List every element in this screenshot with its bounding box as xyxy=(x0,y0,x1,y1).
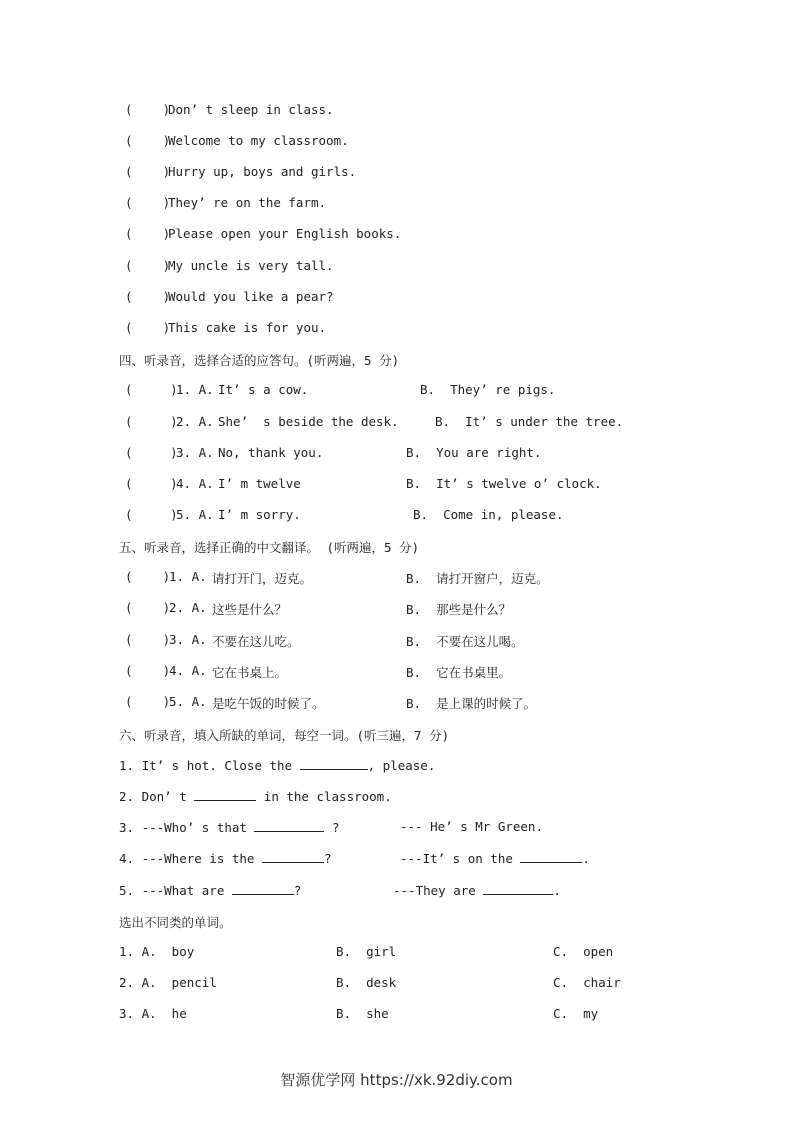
question-number: 1. A. xyxy=(169,569,207,584)
sentence-text: This cake is for you. xyxy=(168,320,327,335)
fill-in-prefix: 4. ---Where is the xyxy=(119,851,255,866)
answer-blank[interactable] xyxy=(262,850,324,863)
question-number: 4. A. xyxy=(169,663,207,678)
fill-in-item xyxy=(119,788,392,804)
answer-paren: ( ) xyxy=(125,289,171,304)
option-b: B. 不要在这儿喝。 xyxy=(406,634,524,649)
option-a: 请打开门，迈克。 xyxy=(212,571,313,586)
answer-paren: ( ) xyxy=(125,569,171,584)
fill-in-suffix: in the classroom. xyxy=(256,789,392,804)
option-b: B. It’ s twelve o’ clock. xyxy=(406,476,602,491)
fill-in-prefix: 1. It’ s hot. Close the xyxy=(119,758,293,773)
question-number: 1. A. xyxy=(176,382,214,397)
option-a: 是吃午饭的时候了。 xyxy=(212,696,325,711)
option-a: No, thank you. xyxy=(218,445,324,460)
option-b: B. They’ re pigs. xyxy=(420,382,556,397)
sentence-text: Hurry up, boys and girls. xyxy=(168,164,357,179)
section-5-heading: 五、听录音，选择正确的中文翻译。 (听两遍，5 分) xyxy=(119,540,420,555)
fill-in-reply-prefix: ---It’ s on the xyxy=(400,851,513,866)
option-a: 它在书桌上。 xyxy=(212,665,288,680)
answer-paren: ( ) xyxy=(125,445,178,460)
question-number: 3. A. xyxy=(169,632,207,647)
fill-in-reply-suffix: . xyxy=(582,851,590,866)
question-number: 2. A. xyxy=(176,414,214,429)
question-number: 5. A. xyxy=(169,694,207,709)
answer-paren: ( ) xyxy=(125,414,178,429)
choice-a: 3. A. he xyxy=(119,1006,187,1021)
question-number: 5. A. xyxy=(176,507,214,522)
answer-paren: ( ) xyxy=(125,663,171,678)
answer-paren: ( ) xyxy=(125,507,178,522)
sentence-text: Would you like a pear? xyxy=(168,289,334,304)
fill-in-item xyxy=(119,819,340,835)
fill-in-reply xyxy=(393,882,561,898)
option-b: B. 请打开窗户，迈克。 xyxy=(406,571,549,586)
fill-in-suffix: , please. xyxy=(367,758,436,773)
answer-paren: ( ) xyxy=(125,600,171,615)
choice-c: C. my xyxy=(553,1006,599,1021)
answer-blank[interactable] xyxy=(232,882,294,895)
answer-blank[interactable] xyxy=(194,788,256,801)
answer-paren: ( ) xyxy=(125,320,171,335)
odd-one-out-heading: 选出不同类的单词。 xyxy=(119,915,232,930)
fill-in-item xyxy=(119,850,332,866)
answer-paren: ( ) xyxy=(125,133,171,148)
answer-paren: ( ) xyxy=(125,382,178,397)
answer-blank[interactable] xyxy=(483,882,553,895)
answer-paren: ( ) xyxy=(125,258,171,273)
choice-b: B. desk xyxy=(336,975,397,990)
sentence-text: Please open your English books. xyxy=(168,226,402,241)
section-4-heading: 四、听录音，选择合适的应答句。(听两遍，5 分) xyxy=(119,353,400,368)
answer-paren: ( ) xyxy=(125,102,171,117)
fill-in-item xyxy=(119,757,435,773)
answer-paren: ( ) xyxy=(125,226,171,241)
sentence-text: They’ re on the farm. xyxy=(168,195,327,210)
fill-in-prefix: 5. ---What are xyxy=(119,883,225,898)
option-b: B. 那些是什么？ xyxy=(406,602,512,617)
choice-c: C. chair xyxy=(553,975,621,990)
fill-in-suffix: ? xyxy=(324,851,332,866)
choice-a: 2. A. pencil xyxy=(119,975,217,990)
watermark-footer: 智源优学网 https://xk.92diy.com xyxy=(280,1071,513,1089)
option-a: 不要在这儿吃。 xyxy=(212,634,300,649)
fill-in-suffix: ? xyxy=(324,820,340,835)
sentence-text: Don’ t sleep in class. xyxy=(168,102,334,117)
section-6-heading: 六、听录音，填入所缺的单词，每空一词。(听三遍，7 分) xyxy=(119,728,450,743)
option-b: B. Come in, please. xyxy=(413,507,564,522)
answer-blank[interactable] xyxy=(300,757,368,770)
answer-paren: ( ) xyxy=(125,476,178,491)
option-a: She’ s beside the desk. xyxy=(218,414,399,429)
fill-in-suffix: ? xyxy=(293,883,302,898)
answer-paren: ( ) xyxy=(125,632,171,647)
fill-in-reply-prefix: ---They are xyxy=(393,883,476,898)
fill-in-item xyxy=(119,882,301,898)
question-number: 4. A. xyxy=(176,476,214,491)
answer-blank[interactable] xyxy=(254,819,324,832)
option-a: I’ m sorry. xyxy=(218,507,301,522)
option-b: B. It’ s under the tree. xyxy=(435,414,624,429)
option-b: B. 是上课的时候了。 xyxy=(406,696,537,711)
option-b: B. 它在书桌里。 xyxy=(406,665,512,680)
question-number: 2. A. xyxy=(169,600,207,615)
question-number: 3. A. xyxy=(176,445,214,460)
answer-paren: ( ) xyxy=(125,164,171,179)
option-a: It’ s a cow. xyxy=(218,382,309,397)
fill-in-prefix: 2. Don’ t xyxy=(119,789,187,804)
fill-in-prefix: 3. ---Who’ s that xyxy=(119,820,247,835)
fill-in-reply-suffix: . xyxy=(553,883,561,898)
choice-a: 1. A. boy xyxy=(119,944,195,959)
answer-paren: ( ) xyxy=(125,195,171,210)
fill-in-reply xyxy=(400,850,590,866)
choice-c: C. open xyxy=(553,944,614,959)
option-a: 这些是什么？ xyxy=(212,602,288,617)
choice-b: B. girl xyxy=(336,944,397,959)
answer-paren: ( ) xyxy=(125,694,171,709)
answer-blank[interactable] xyxy=(520,850,582,863)
fill-in-reply: --- He’ s Mr Green. xyxy=(400,819,543,834)
option-a: I’ m twelve xyxy=(218,476,301,491)
sentence-text: Welcome to my classroom. xyxy=(168,133,349,148)
choice-b: B. she xyxy=(336,1006,389,1021)
sentence-text: My uncle is very tall. xyxy=(168,258,334,273)
option-b: B. You are right. xyxy=(406,445,542,460)
